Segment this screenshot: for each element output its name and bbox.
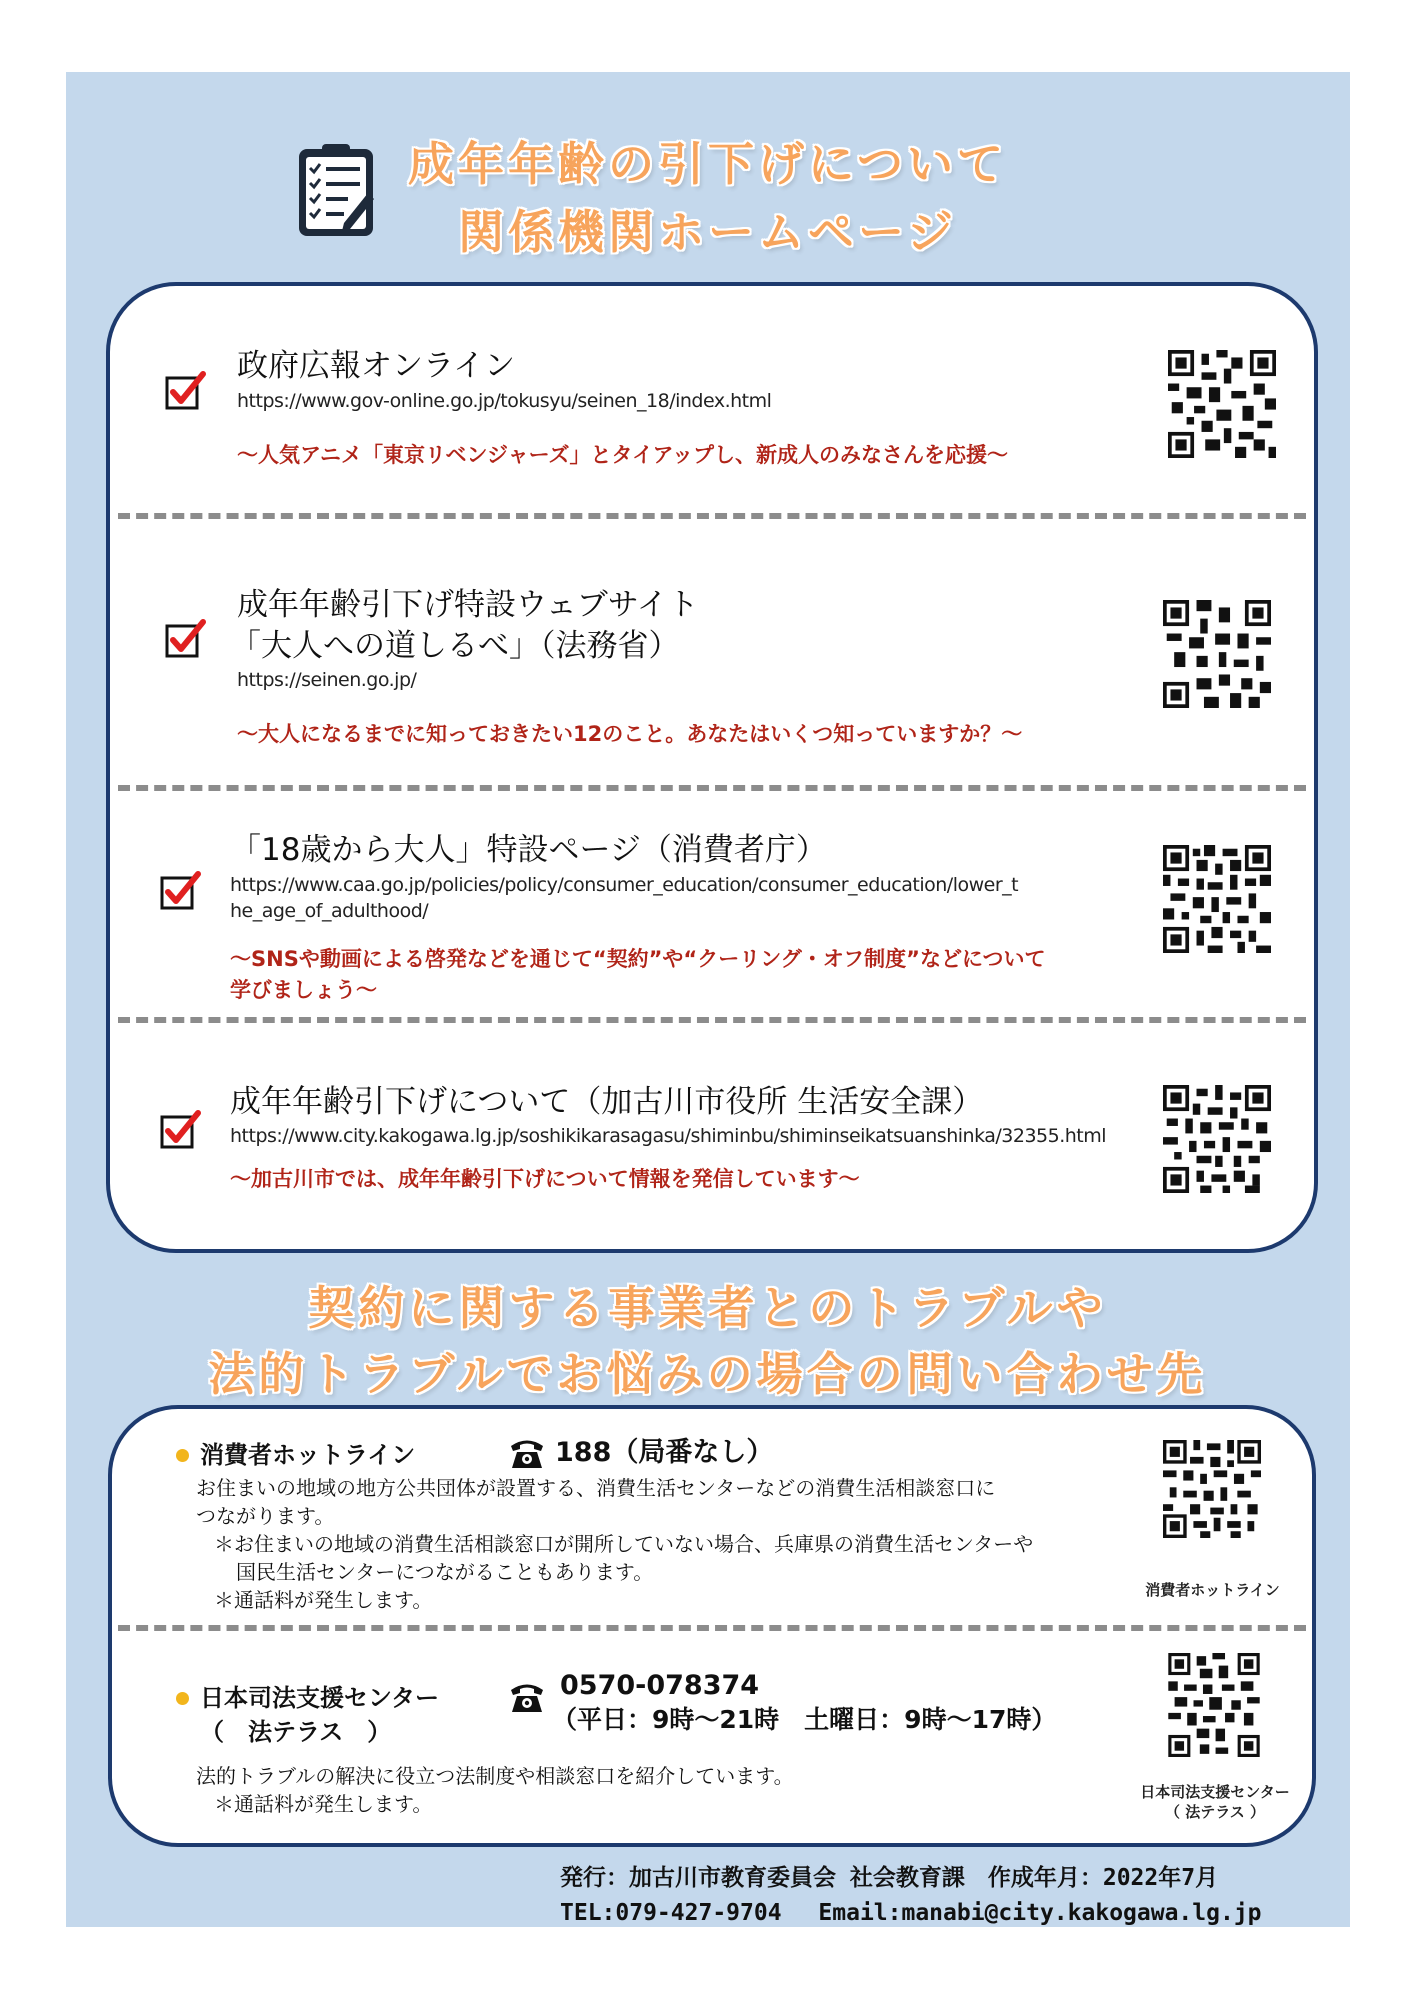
hotline-note2: ＊通話料が発生します。 (214, 1588, 433, 1612)
consult-title (0, 1275, 1415, 1407)
houterasu-note: ＊通話料が発生します。 (214, 1792, 433, 1816)
section-divider (118, 1017, 1306, 1023)
houterasu-desc: 法的トラブルの解決に役立つ法制度や相談窓口を紹介しています。 (196, 1764, 794, 1788)
site-note-kakogawa: ～加古川市では、成年年齢引下げについて情報を発信しています～ (230, 1167, 860, 1191)
site-name-kakogawa: 成年年齢引下げについて（加古川市役所 生活安全課） (230, 1084, 984, 1120)
qr-code-icon[interactable] (1163, 1085, 1271, 1193)
checkbox-checked-icon (160, 1107, 204, 1151)
qr-code-icon[interactable] (1163, 845, 1271, 953)
hotline-note1-line2: 国民生活センターにつながることもあります。 (236, 1560, 654, 1584)
site-note-caa-line2: 学びましょう～ (230, 978, 377, 1002)
site-note-caa-line1: ～SNSや動画による啓発などを通じて“契約”や“クーリング・オフ制度”などについて (230, 947, 1046, 971)
site-url-gov-online[interactable]: https://www.gov-online.go.jp/tokusyu/seinen_18/index.html (237, 390, 772, 412)
hotline-note1-line1: ＊お住まいの地域の消費生活相談窓口が開所していない場合、兵庫県の消費生活センターや (214, 1532, 1034, 1556)
page-title-line1: 成年年齢の引下げについて (407, 137, 1008, 191)
site-name-caa: 「18歳から大人」特設ページ（消費者庁） (230, 832, 827, 868)
houterasu-qr-caption-line1: 日本司法支援センター (1140, 1783, 1290, 1801)
footer-publisher: 発行：加古川市教育委員会 社会教育課 作成年月：2022年7月 (560, 1865, 1219, 1891)
checkbox-checked-icon (160, 868, 204, 912)
houterasu-qr-caption-line2: （ 法テラス ） (1165, 1803, 1265, 1821)
footer-contact[interactable]: TEL:079-427-9704 Email:manabi@city.kakogawa.lg.jp (560, 1900, 1262, 1926)
site-name-moj-line1: 成年年齢引下げ特設ウェブサイト (237, 587, 699, 623)
site-url-moj[interactable]: https://seinen.go.jp/ (237, 669, 417, 691)
houterasu-hours: （平日：9時～21時 土曜日：9時～17時） (552, 1705, 1057, 1734)
section-divider (118, 785, 1306, 791)
page-title-line2: 関係機関ホームページ (457, 205, 958, 259)
qr-code-icon[interactable] (1168, 350, 1276, 458)
hotline-phone[interactable]: 188（局番なし） (555, 1437, 774, 1468)
site-name-gov-online: 政府広報オンライン (237, 348, 516, 384)
page-title (0, 130, 1415, 266)
site-url-caa-line1[interactable]: https://www.caa.go.jp/policies/policy/consumer_education/consumer_education/lower_t (230, 874, 1019, 896)
houterasu-qr-caption (1120, 1782, 1310, 1822)
qr-code-icon[interactable] (1168, 1653, 1260, 1757)
hotline-desc-line1: お住まいの地域の地方公共団体が設置する、消費生活センターなどの消費生活相談窓口に (196, 1476, 996, 1500)
houterasu-name-line2: （ 法テラス ） (200, 1718, 392, 1746)
houterasu-phone[interactable]: 0570-078374 (560, 1670, 760, 1701)
checkbox-checked-icon (165, 368, 209, 412)
site-url-kakogawa[interactable]: https://www.city.kakogawa.lg.jp/soshikikarasagasu/shiminbu/shiminseikatsuanshinka/32355.html (230, 1125, 1107, 1147)
site-name-moj-line2: 「大人への道しるべ」（法務省） (230, 628, 680, 664)
site-note-gov-online: ～人気アニメ「東京リベンジャーズ」とタイアップし、新成人のみなさんを応援～ (237, 443, 1009, 467)
consult-title-line2: 法的トラブルでお悩みの場合の問い合わせ先 (208, 1347, 1207, 1401)
bullet-dot (176, 1692, 189, 1705)
qr-code-icon[interactable] (1163, 1440, 1261, 1538)
consult-title-line1: 契約に関する事業者とのトラブルや (308, 1281, 1107, 1335)
site-url-caa-line2[interactable]: he_age_of_adulthood/ (230, 900, 429, 922)
site-note-moj: ～大人になるまでに知っておきたい12のこと。あなたはいくつ知っていますか？～ (237, 722, 1023, 746)
bullet-dot (176, 1449, 189, 1462)
houterasu-name-line1: 日本司法支援センター (200, 1684, 440, 1712)
telephone-icon (508, 1680, 546, 1714)
hotline-name: 消費者ホットライン (200, 1441, 416, 1469)
qr-code-icon[interactable] (1163, 600, 1271, 708)
section-divider (118, 1625, 1306, 1631)
telephone-icon (508, 1436, 546, 1470)
hotline-desc-line2: つながります。 (196, 1504, 335, 1528)
hotline-qr-caption: 消費者ホットライン (1145, 1581, 1280, 1599)
checkbox-checked-icon (165, 616, 209, 660)
section-divider (118, 513, 1306, 519)
